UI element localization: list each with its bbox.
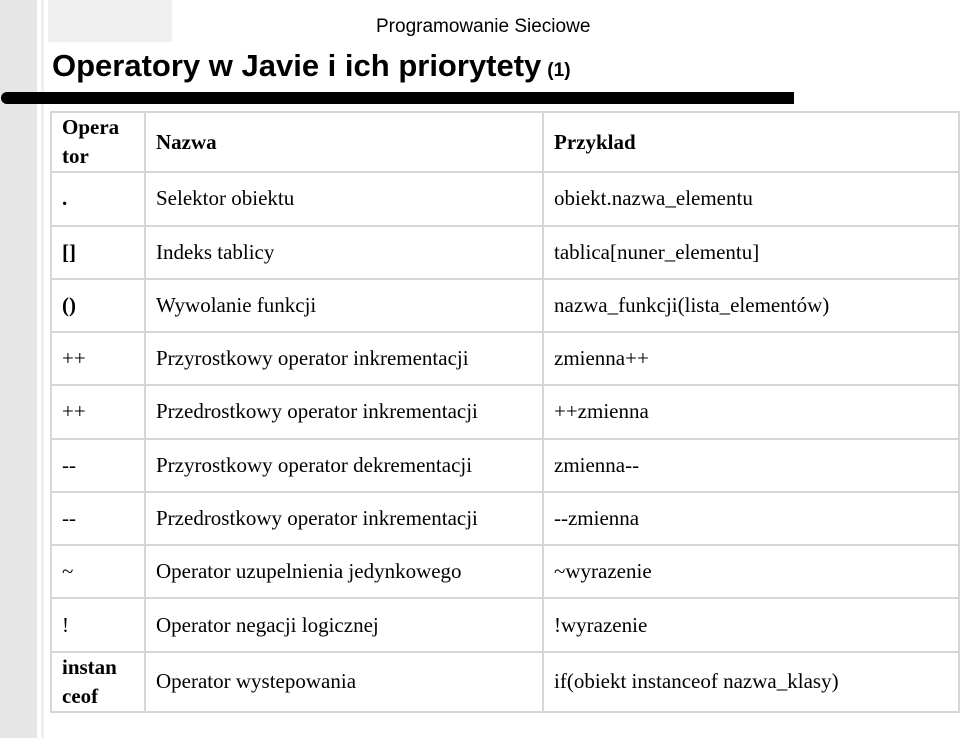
header-operator: Opera tor bbox=[51, 112, 145, 172]
table-row bbox=[51, 545, 959, 598]
example-cell: !wyrazenie bbox=[543, 598, 959, 651]
name-cell: Przyrostkowy operator dekrementacji bbox=[145, 439, 543, 492]
example-cell: --zmienna bbox=[543, 492, 959, 545]
operator-cell: -- bbox=[51, 492, 145, 545]
name-cell: Operator uzupelnienia jedynkowego bbox=[145, 545, 543, 598]
table-header-row bbox=[51, 112, 959, 172]
course-title: Programowanie Sieciowe bbox=[376, 16, 591, 37]
table-row bbox=[51, 439, 959, 492]
header-name: Nazwa bbox=[145, 112, 543, 172]
slide-title-suffix: (1) bbox=[547, 60, 571, 81]
operator-cell: . bbox=[51, 172, 145, 225]
operator-cell: () bbox=[51, 279, 145, 332]
example-cell: nazwa_funkcji(lista_elementów) bbox=[543, 279, 959, 332]
top-decor-box bbox=[48, 0, 172, 42]
table-row bbox=[51, 598, 959, 651]
operator-cell: ~ bbox=[51, 545, 145, 598]
table-row bbox=[51, 385, 959, 438]
left-decor-stripe bbox=[41, 0, 44, 738]
slide-title bbox=[52, 48, 571, 84]
example-cell: zmienna++ bbox=[543, 332, 959, 385]
operator-cell: ++ bbox=[51, 385, 145, 438]
name-cell: Indeks tablicy bbox=[145, 226, 543, 279]
table-row bbox=[51, 332, 959, 385]
name-cell: Operator wystepowania bbox=[145, 652, 543, 712]
table-row bbox=[51, 226, 959, 279]
operator-cell: instan ceof bbox=[51, 652, 145, 712]
left-decor-band bbox=[0, 0, 37, 738]
operator-cell: ! bbox=[51, 598, 145, 651]
example-cell: zmienna-- bbox=[543, 439, 959, 492]
name-cell: Wywolanie funkcji bbox=[145, 279, 543, 332]
example-cell: tablica[nuner_elementu] bbox=[543, 226, 959, 279]
operator-cell: -- bbox=[51, 439, 145, 492]
slide-title-text: Operatory w Javie i ich priorytety bbox=[52, 48, 542, 83]
operator-cell: ++ bbox=[51, 332, 145, 385]
name-cell: Przedrostkowy operator inkrementacji bbox=[145, 492, 543, 545]
name-cell: Operator negacji logicznej bbox=[145, 598, 543, 651]
title-underline-shape bbox=[0, 91, 794, 105]
table-row bbox=[51, 172, 959, 225]
table-row bbox=[51, 652, 959, 712]
example-cell: if(obiekt instanceof nazwa_klasy) bbox=[543, 652, 959, 712]
example-cell: ++zmienna bbox=[543, 385, 959, 438]
name-cell: Przyrostkowy operator inkrementacji bbox=[145, 332, 543, 385]
table-row bbox=[51, 492, 959, 545]
header-example: Przyklad bbox=[543, 112, 959, 172]
operator-cell: [] bbox=[51, 226, 145, 279]
operators-table bbox=[50, 111, 960, 713]
name-cell: Przedrostkowy operator inkrementacji bbox=[145, 385, 543, 438]
name-cell: Selektor obiektu bbox=[145, 172, 543, 225]
example-cell: ~wyrazenie bbox=[543, 545, 959, 598]
table-row bbox=[51, 279, 959, 332]
example-cell: obiekt.nazwa_elementu bbox=[543, 172, 959, 225]
title-underline-bar bbox=[0, 91, 794, 105]
